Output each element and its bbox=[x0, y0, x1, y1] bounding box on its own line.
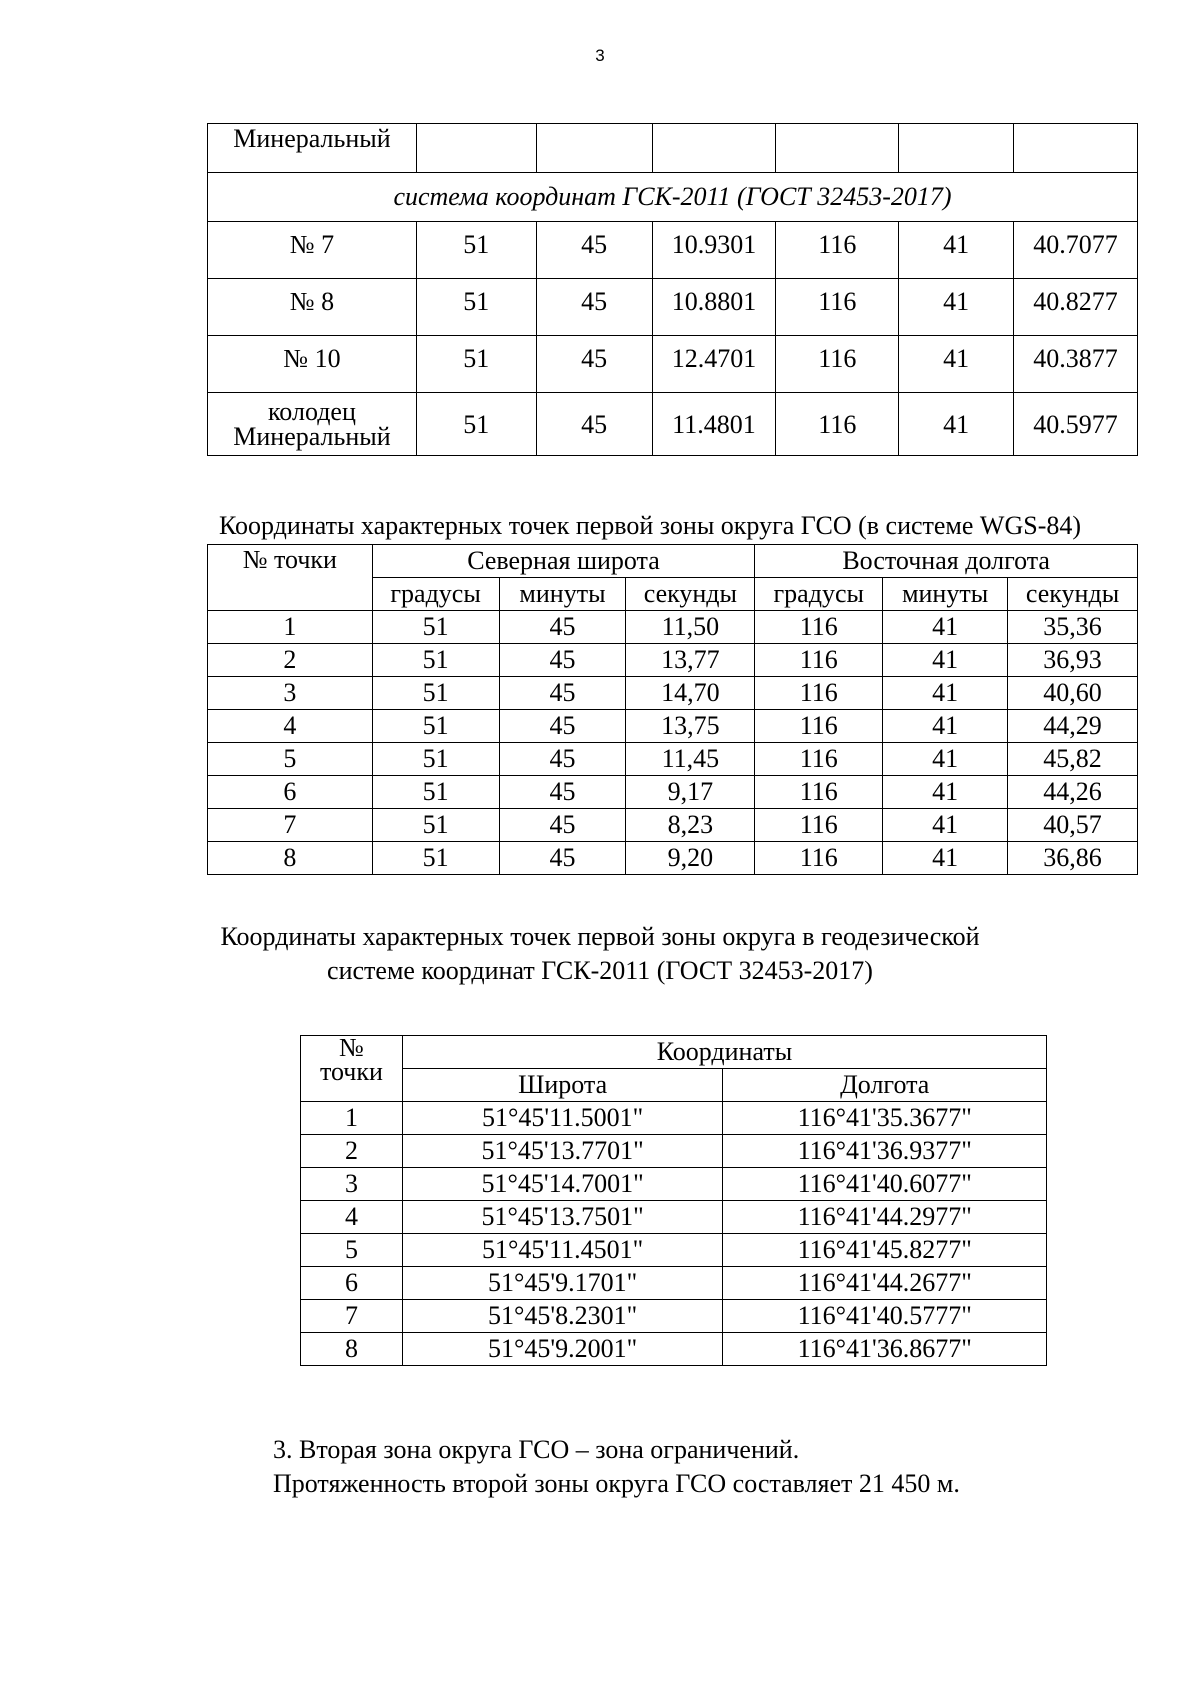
table-cell: 51 bbox=[416, 222, 536, 279]
table-row bbox=[208, 776, 1138, 809]
table-cell: 40.5977 bbox=[1014, 393, 1138, 456]
table-cell: 45 bbox=[536, 279, 652, 336]
table-cell: 45,82 bbox=[1008, 743, 1138, 776]
table-cell: 45 bbox=[499, 743, 626, 776]
table-cell: 51°45'13.7701" bbox=[402, 1135, 723, 1168]
latitude-header: Широта bbox=[402, 1069, 723, 1102]
table-cell: 44,29 bbox=[1008, 710, 1138, 743]
table-row bbox=[301, 1333, 1047, 1366]
table-cell: 51°45'8.2301" bbox=[402, 1300, 723, 1333]
table-row bbox=[208, 842, 1138, 875]
table-row bbox=[208, 124, 1138, 173]
table-cell: 51 bbox=[416, 279, 536, 336]
table-cell: 40.7077 bbox=[1014, 222, 1138, 279]
table-cell: 7 bbox=[301, 1300, 403, 1333]
table-row bbox=[208, 222, 1138, 279]
wgs-table-caption: Координаты характерных точек первой зоны округа ГСО (в системе WGS-84) bbox=[218, 511, 1082, 540]
table-cell: 5 bbox=[208, 743, 373, 776]
table-cell: 116 bbox=[755, 743, 883, 776]
table-cell: 51°45'9.2001" bbox=[402, 1333, 723, 1366]
table-row bbox=[208, 279, 1138, 336]
table-cell: 116°41'40.6077" bbox=[723, 1168, 1047, 1201]
table-cell: 41 bbox=[883, 710, 1008, 743]
table-cell: 51°45'13.7501" bbox=[402, 1201, 723, 1234]
table-cell: 45 bbox=[499, 776, 626, 809]
table-cell: 116 bbox=[755, 644, 883, 677]
table-cell: 2 bbox=[208, 644, 373, 677]
table-cell: 116 bbox=[755, 776, 883, 809]
table-cell: 2 bbox=[301, 1135, 403, 1168]
table-cell: 51 bbox=[372, 743, 499, 776]
table-cell: 9,17 bbox=[626, 776, 755, 809]
table-cell: 45 bbox=[499, 842, 626, 875]
table-cell: 45 bbox=[499, 611, 626, 644]
table-cell: 14,70 bbox=[626, 677, 755, 710]
table-cell: 45 bbox=[536, 393, 652, 456]
table-cell: 8,23 bbox=[626, 809, 755, 842]
table-row bbox=[301, 1168, 1047, 1201]
table-row bbox=[208, 809, 1138, 842]
table-cell: 51 bbox=[372, 710, 499, 743]
table-cell: 1 bbox=[208, 611, 373, 644]
table-cell: 51 bbox=[416, 393, 536, 456]
table-cell: 4 bbox=[208, 710, 373, 743]
table-cell: 51 bbox=[372, 809, 499, 842]
table-row bbox=[301, 1234, 1047, 1267]
table-cell: 41 bbox=[899, 279, 1014, 336]
point-number-header: № точки bbox=[208, 545, 373, 611]
table-cell: 51°45'11.5001" bbox=[402, 1102, 723, 1135]
coordinates-table-gsk-continued bbox=[207, 123, 1138, 456]
column-header: минуты bbox=[499, 578, 626, 611]
table-cell: 5 bbox=[301, 1234, 403, 1267]
table-cell: 51 bbox=[416, 336, 536, 393]
table-cell: 36,86 bbox=[1008, 842, 1138, 875]
table-cell: 116 bbox=[755, 710, 883, 743]
table-cell: 116°41'36.9377" bbox=[723, 1135, 1047, 1168]
table-cell: 6 bbox=[301, 1267, 403, 1300]
table-cell: 41 bbox=[883, 743, 1008, 776]
table-row bbox=[301, 1201, 1047, 1234]
subheader-row bbox=[301, 1069, 1047, 1102]
point-number-header: № точки bbox=[301, 1036, 403, 1102]
table-cell: 4 bbox=[301, 1201, 403, 1234]
table-cell: 116 bbox=[776, 279, 899, 336]
coordinates-header: Координаты bbox=[402, 1036, 1046, 1069]
table-cell: 45 bbox=[499, 677, 626, 710]
table-cell: 116 bbox=[755, 611, 883, 644]
table-cell: 116°41'45.8277" bbox=[723, 1234, 1047, 1267]
table-cell: 41 bbox=[883, 842, 1008, 875]
gsk2011-coordinates-table bbox=[300, 1035, 1047, 1366]
table-row bbox=[208, 710, 1138, 743]
table-cell: 41 bbox=[899, 222, 1014, 279]
header-row bbox=[301, 1036, 1047, 1069]
table-row bbox=[208, 644, 1138, 677]
table-cell: 45 bbox=[499, 809, 626, 842]
table-cell: 11,50 bbox=[626, 611, 755, 644]
table-cell: 7 bbox=[208, 809, 373, 842]
table-cell: 116°41'40.5777" bbox=[723, 1300, 1047, 1333]
longitude-header: Восточная долгота bbox=[755, 545, 1138, 578]
table-cell: 116°41'44.2977" bbox=[723, 1201, 1047, 1234]
table-cell: 51°45'14.7001" bbox=[402, 1168, 723, 1201]
table-cell: 41 bbox=[883, 776, 1008, 809]
table-cell: 116 bbox=[755, 677, 883, 710]
table-cell: 11,45 bbox=[626, 743, 755, 776]
table-cell: 41 bbox=[883, 677, 1008, 710]
table-cell: 51 bbox=[372, 776, 499, 809]
table-row bbox=[208, 611, 1138, 644]
longitude-header: Долгота bbox=[723, 1069, 1047, 1102]
column-header: градусы bbox=[755, 578, 883, 611]
table-cell: 116°41'35.3677" bbox=[723, 1102, 1047, 1135]
wgs84-coordinates-table bbox=[207, 544, 1138, 875]
row-label: колодец Минеральный bbox=[208, 393, 417, 456]
column-header: минуты bbox=[883, 578, 1008, 611]
table-cell: 51 bbox=[372, 611, 499, 644]
table-cell: 41 bbox=[899, 336, 1014, 393]
table-cell: 116°41'36.8677" bbox=[723, 1333, 1047, 1366]
table-cell: 116 bbox=[755, 809, 883, 842]
table-cell: № 10 bbox=[208, 336, 417, 393]
table-row bbox=[208, 743, 1138, 776]
table-cell: 1 bbox=[301, 1102, 403, 1135]
table-row bbox=[208, 393, 1138, 456]
table-cell: 13,75 bbox=[626, 710, 755, 743]
table-cell: 12.4701 bbox=[652, 336, 776, 393]
table-cell: 116°41'44.2677" bbox=[723, 1267, 1047, 1300]
table-cell: 36,93 bbox=[1008, 644, 1138, 677]
table-row bbox=[301, 1300, 1047, 1333]
table-cell: 45 bbox=[499, 710, 626, 743]
table-cell: 35,36 bbox=[1008, 611, 1138, 644]
table-cell: 13,77 bbox=[626, 644, 755, 677]
table-cell: 51 bbox=[372, 677, 499, 710]
table-row bbox=[208, 677, 1138, 710]
latitude-header: Северная широта bbox=[372, 545, 755, 578]
table-cell: 41 bbox=[883, 611, 1008, 644]
second-zone-text: 3. Вторая зона округа ГСО – зона ограничений. Протяженность второй зоны округа ГСО составляет 21 450 м. bbox=[273, 1435, 960, 1498]
table-cell: 41 bbox=[883, 644, 1008, 677]
table-cell: 51°45'11.4501" bbox=[402, 1234, 723, 1267]
table-row bbox=[301, 1135, 1047, 1168]
header-row bbox=[208, 545, 1138, 578]
page-number: 3 bbox=[595, 46, 605, 65]
column-header: градусы bbox=[372, 578, 499, 611]
table-cell: 41 bbox=[899, 393, 1014, 456]
table-cell: 6 bbox=[208, 776, 373, 809]
table-cell: 8 bbox=[208, 842, 373, 875]
table-cell: 10.8801 bbox=[652, 279, 776, 336]
column-header: секунды bbox=[1008, 578, 1138, 611]
table-cell: 40.8277 bbox=[1014, 279, 1138, 336]
table-cell: 116 bbox=[776, 222, 899, 279]
table-cell: 116 bbox=[755, 842, 883, 875]
table-cell: 40.3877 bbox=[1014, 336, 1138, 393]
table-cell: № 7 bbox=[208, 222, 417, 279]
table-cell: 41 bbox=[883, 809, 1008, 842]
table-cell: 40,57 bbox=[1008, 809, 1138, 842]
table-cell: 45 bbox=[499, 644, 626, 677]
table-cell: 11.4801 bbox=[652, 393, 776, 456]
table-row bbox=[208, 336, 1138, 393]
table-cell: 45 bbox=[536, 336, 652, 393]
table-row bbox=[301, 1102, 1047, 1135]
system-label: система координат ГСК-2011 (ГОСТ 32453-2017) bbox=[208, 173, 1138, 222]
table-cell: 45 bbox=[536, 222, 652, 279]
table-row bbox=[208, 173, 1138, 222]
table-cell: 116 bbox=[776, 336, 899, 393]
table-cell: 3 bbox=[301, 1168, 403, 1201]
table-cell: 51 bbox=[372, 644, 499, 677]
table-cell: 40,60 bbox=[1008, 677, 1138, 710]
table-cell: 10.9301 bbox=[652, 222, 776, 279]
table-cell: 8 bbox=[301, 1333, 403, 1366]
table-row bbox=[301, 1267, 1047, 1300]
table-cell: 44,26 bbox=[1008, 776, 1138, 809]
table-cell: 116 bbox=[776, 393, 899, 456]
table-cell: 9,20 bbox=[626, 842, 755, 875]
table-cell: 51 bbox=[372, 842, 499, 875]
table-cell: 51°45'9.1701" bbox=[402, 1267, 723, 1300]
column-header: секунды bbox=[626, 578, 755, 611]
gsk-table-caption: Координаты характерных точек первой зоны округа в геодезической системе координат ГСК-2011 (ГОСТ 32453-2017) bbox=[220, 922, 980, 985]
table-cell: № 8 bbox=[208, 279, 417, 336]
row-label: Минеральный bbox=[208, 124, 417, 173]
table-cell: 3 bbox=[208, 677, 373, 710]
